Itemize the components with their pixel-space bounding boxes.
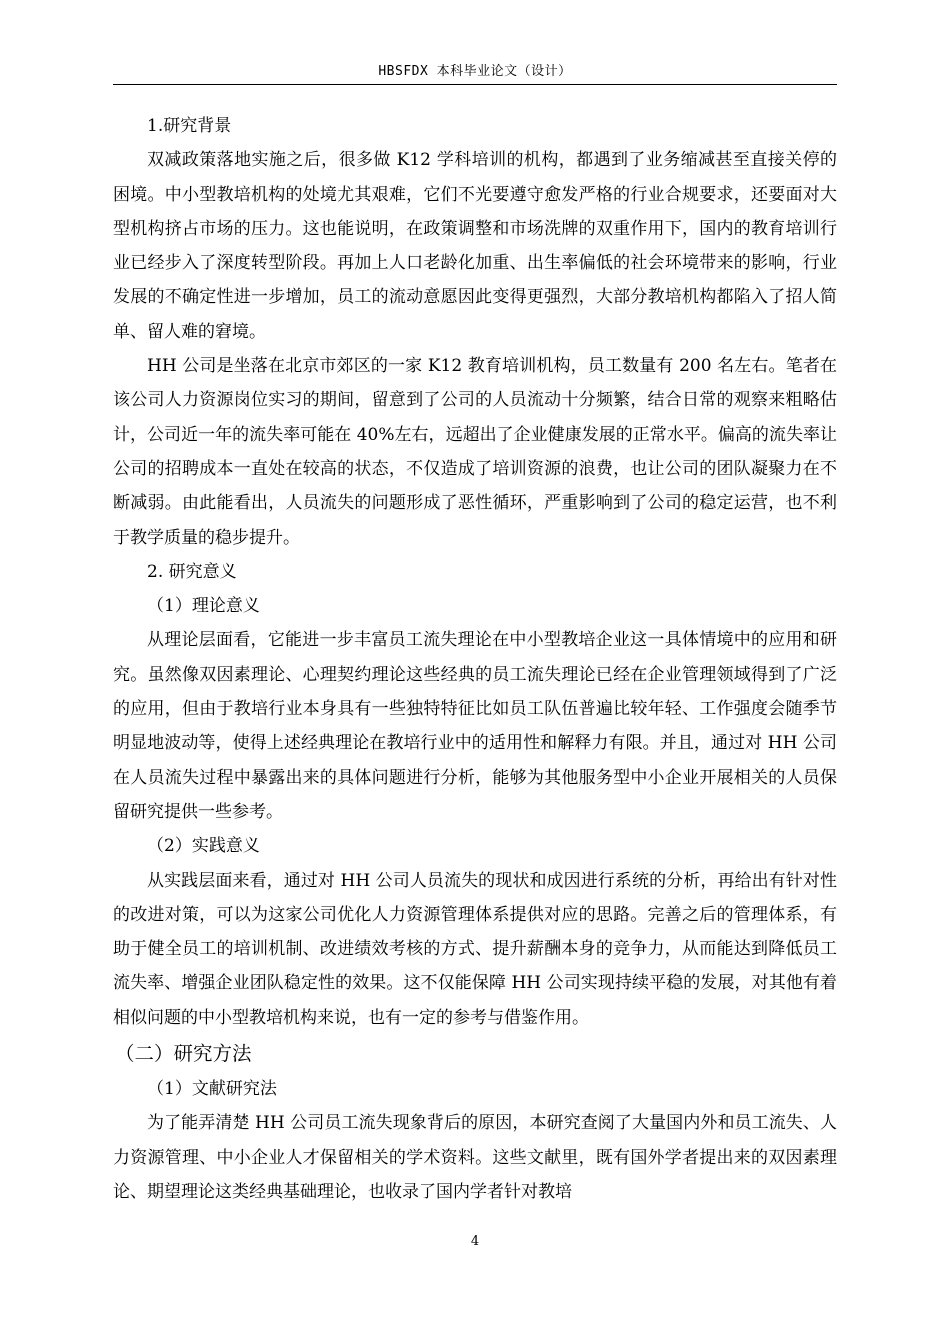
paragraph-practical-significance: 从实践层面来看，通过对 HH 公司人员流失的现状和成因进行系统的分析，再给出有针对性的改进对策，可以为这家公司优化人力资源管理体系提供对应的思路。完善之后的管理体系，有助于健全员工的培训机制、改进绩效考核的方式、提升薪酬本身的竞争力，从而能达到降低员工流失率、增强企业团队稳定性的效果。这不仅能保障 HH 公司实现持续平稳的发展，对其他有着相似问题的中小型教培机构来说，也有一定的参考与借鉴作用。 (113, 870, 837, 1028)
subheading-research-significance: 2. 研究意义 (147, 561, 237, 582)
section-heading-research-methods: （二）研究方法 (115, 1042, 252, 1066)
paragraph-background-2: HH 公司是坐落在北京市郊区的一家 K12 教育培训机构，员工数量有 200 名左右。笔者在该公司人力资源岗位实习的期间，留意到了公司的人员流动十分频繁，结合日常的观察来粗略估计，公司近一年的流失率可能在 40%左右，远超出了企业健康发展的正常水平。偏高的流失率让公司的招聘成本一直处在较高的状态，不仅造成了培训资源的浪费，也让公司的团队凝聚力在不断减弱。由此能看出，人员流失的问题形成了恶性循环，严重影响到了公司的稳定运营，也不利于教学质量的稳步提升。 (113, 356, 837, 548)
paragraph-literature-method: 为了能弄清楚 HH 公司员工流失现象背后的原因，本研究查阅了大量国内外和员工流失、人力资源管理、中小企业人才保留相关的学术资料。这些文献里，既有国外学者提出来的双因素理论、期望理论这类经典基础理论，也收录了国内学者针对教培 (113, 1113, 837, 1202)
subheading-literature-method: （1）文献研究法 (147, 1079, 277, 1100)
header-rule (113, 84, 837, 85)
page-number: 4 (470, 1234, 480, 1249)
paragraph-background-1: 双减政策落地实施之后，很多做 K12 学科培训的机构，都遇到了业务缩减甚至直接关停的困境。中小型教培机构的处境尤其艰难，它们不光要遵守愈发严格的行业合规要求，还要面对大型机构挤占市场的压力。这也能说明，在政策调整和市场洗牌的双重作用下，国内的教育培训行业已经步入了深度转型阶段。再加上人口老龄化加重、出生率偏低的社会环境带来的影响，行业发展的不确定性进一步增加，员工的流动意愿因此变得更强烈，大部分教培机构都陷入了招人简单、留人难的窘境。 (113, 150, 837, 342)
running-header: HBSFDX 本科毕业论文（设计） (378, 64, 572, 79)
body-text (113, 109, 837, 1209)
subheading-research-background: 1.研究背景 (147, 116, 232, 136)
paragraph-theoretical-significance: 从理论层面看，它能进一步丰富员工流失理论在中小型教培企业这一具体情境中的应用和研究。虽然像双因素理论、心理契约理论这些经典的员工流失理论已经在企业管理领域得到了广泛的应用，但由于教培行业本身具有一些独特特征比如员工队伍普遍比较年轻、工作强度会随季节明显地波动等，使得上述经典理论在教培行业中的适用性和解释力有限。并且，通过对 HH 公司在人员流失过程中暴露出来的具体问题进行分析，能够为其他服务型中小企业开展相关的人员保留研究提供一些参考。 (113, 630, 837, 822)
subheading-practical-significance: （2）实践意义 (147, 836, 260, 857)
subheading-theoretical-significance: （1）理论意义 (147, 596, 260, 617)
